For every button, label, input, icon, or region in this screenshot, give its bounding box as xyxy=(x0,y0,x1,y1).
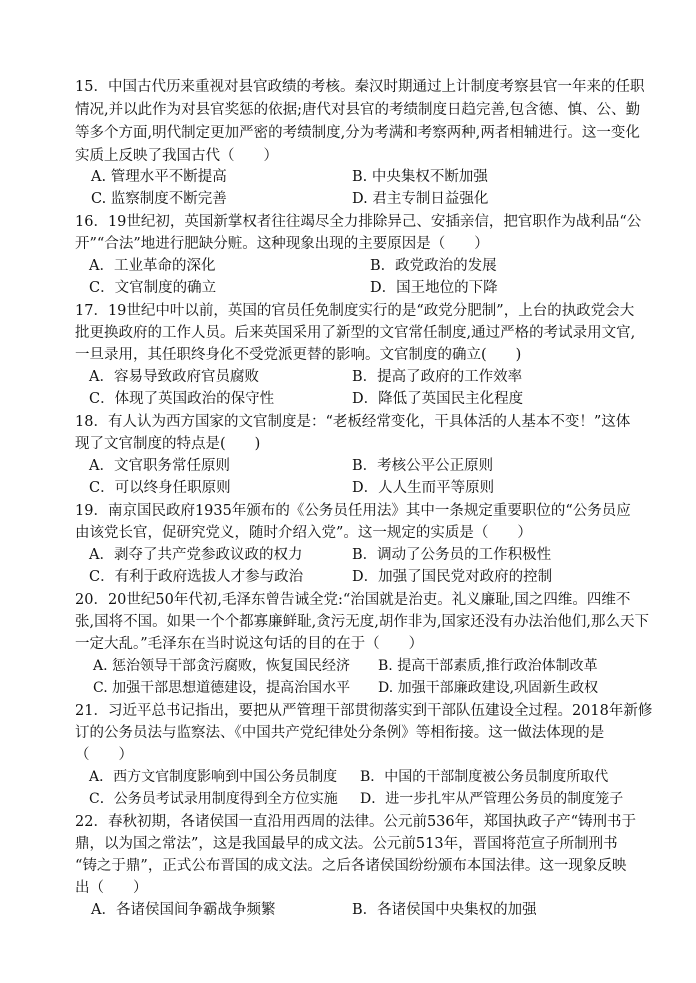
q19-stem-line-1: 19．南京国民政府1935年颁布的《公务员任用法》其中一条规定重要职位的“公务员应 xyxy=(75,503,631,519)
q22-stem-line-3: “铸之于鼎”，正式公布晋国的成文法。之后各诸侯国纷纷颁布本国法律。这一现象反映 xyxy=(75,858,627,874)
q18-option-d: D．人人生而平等原则 xyxy=(352,480,495,496)
q15-option-d: D. 君主专制日益强化 xyxy=(352,191,489,207)
q16-option-c: C．文官制度的确立 xyxy=(89,280,217,296)
q18-option-a: A．文官职务常任原则 xyxy=(89,458,230,474)
q19-stem-line-2: 由该党长官，促研究党义，随时介绍入党”。这一规定的实质是（ ） xyxy=(75,525,532,541)
q22-option-a: A．各诸侯国间争霸战争频繁 xyxy=(91,902,276,918)
q19-option-a: A．剥夺了共产党参政议政的权力 xyxy=(89,547,303,563)
q17-option-b: B．提高了政府的工作效率 xyxy=(352,369,523,385)
q15-option-c: C. 监察制度不断完善 xyxy=(91,191,227,207)
q15-stem-line-4: 实质上反映了我国古代（ ） xyxy=(75,148,278,164)
q16-option-a: A．工业革命的深化 xyxy=(89,258,216,274)
q21-option-c: C．公务员考试录用制度得到全方位实施 xyxy=(89,791,338,807)
q20-option-b: B. 提高干部素质,推行政治体制改革 xyxy=(378,658,598,674)
q22-stem-line-1: 22．春秋初期，各诸侯国一直沿用西周的法律。公元前536年，郑国执政子产“铸刑书于 xyxy=(75,814,637,830)
q21-stem-line-3: （ ） xyxy=(75,747,133,763)
q17-option-c: C．体现了英国政治的保守性 xyxy=(89,391,275,407)
q20-stem-line-2: 张,国将不国。如果一个个都寡廉鲜耻,贪污无度,胡作非为,国家还没有办法治他们,那么天下 xyxy=(75,614,650,630)
q17-option-a: A．容易导致政府官员腐败 xyxy=(89,369,259,385)
q20-stem-line-3: 一定大乱。”毛泽东在当时说这句话的目的在于（ ） xyxy=(75,636,424,652)
q18-stem-line-1: 18．有人认为西方国家的文官制度是：“老板经常变化，干具体活的人基本不变！”这体 xyxy=(75,414,631,430)
q15-stem-line-2: 情况,并以此作为对县官奖惩的依据;唐代对县官的考绩制度日趋完善,包含德、慎、公、勤 xyxy=(75,102,641,118)
q20-option-c: C. 加强干部思想道德建设，提高治国水平 xyxy=(93,680,351,696)
q16-stem-line-1: 16．19世纪初，英国新掌权者往往竭尽全力排除异己、安插亲信，把官职作为战利品“公 xyxy=(75,214,642,230)
q21-option-a: A．西方文官制度影响到中国公务员制度 xyxy=(89,769,338,785)
q17-option-d: D．降低了英国民主化程度 xyxy=(352,391,524,407)
q22-stem-line-4: 出（ ） xyxy=(75,880,148,896)
q16-stem-line-2: 开”“合法”地进行肥缺分赃。这种现象出现的主要原因是（ ） xyxy=(75,236,489,252)
q20-option-d: D. 加强干部廉政建设,巩固新生政权 xyxy=(378,680,599,696)
q19-option-d: D．加强了国民党对政府的控制 xyxy=(352,569,553,585)
q17-stem-line-3: 一旦录用，其任职终身化不受党派更替的影响。文官制度的确立( ) xyxy=(75,347,522,363)
q20-stem-line-1: 20．20世纪50年代初,毛泽东曾告诫全党:“治国就是治吏。礼义廉耻,国之四维。四维不 xyxy=(75,592,631,608)
q18-option-b: B．考核公平公正原则 xyxy=(352,458,494,474)
q15-stem-line-3: 等多个方面,明代制定更加严密的考绩制度,分为考满和考察两种,两者相辅进行。这一变化 xyxy=(75,125,640,141)
q22-option-b: B．各诸侯国中央集权的加强 xyxy=(352,902,537,918)
q15-option-b: B. 中央集权不断加强 xyxy=(352,169,488,185)
q18-option-c: C．可以终身任职原则 xyxy=(89,480,231,496)
q18-stem-line-2: 现了文官制度的特点是( ) xyxy=(75,436,261,452)
q15-option-a: A. 管理水平不断提高 xyxy=(91,169,227,185)
q22-stem-line-2: 鼎，以为国之常法”，这是我国最早的成文法。公元前513年，晋国将范宣子所制刑书 xyxy=(75,836,618,852)
q17-stem-line-2: 批更换政府的工作人员。后来英国采用了新型的文官常任制度,通过严格的考试录用文官, xyxy=(75,325,636,341)
q16-option-d: D．国王地位的下降 xyxy=(370,280,498,296)
q20-option-a: A. 惩治领导干部贪污腐败，恢复国民经济 xyxy=(93,658,351,674)
q21-option-d: D．进一步扎牢从严管理公务员的制度笼子 xyxy=(360,791,624,807)
q16-option-b: B．政党政治的发展 xyxy=(370,258,497,274)
q15-stem-line-1: 15．中国古代历来重视对县官政绩的考核。秦汉时期通过上计制度考察县官一年来的任职 xyxy=(75,79,645,95)
q21-stem-line-2: 订的公务员法与监察法、《中国共产党纪律处分条例》等相衔接。这一做法体现的是 xyxy=(75,725,605,741)
q17-stem-line-1: 17．19世纪中叶以前，英国的官员任免制度实行的是“政党分肥制”，上台的执政党会大 xyxy=(75,303,635,319)
q21-stem-line-1: 21．习近平总书记指出，要把从严管理干部贯彻落实到干部队伍建设全过程。2018年新修 xyxy=(75,703,653,719)
q19-option-c: C．有利于政府选拔人才参与政治 xyxy=(89,569,304,585)
q19-option-b: B．调动了公务员的工作积极性 xyxy=(352,547,552,563)
q21-option-b: B．中国的干部制度被公务员制度所取代 xyxy=(360,769,609,785)
